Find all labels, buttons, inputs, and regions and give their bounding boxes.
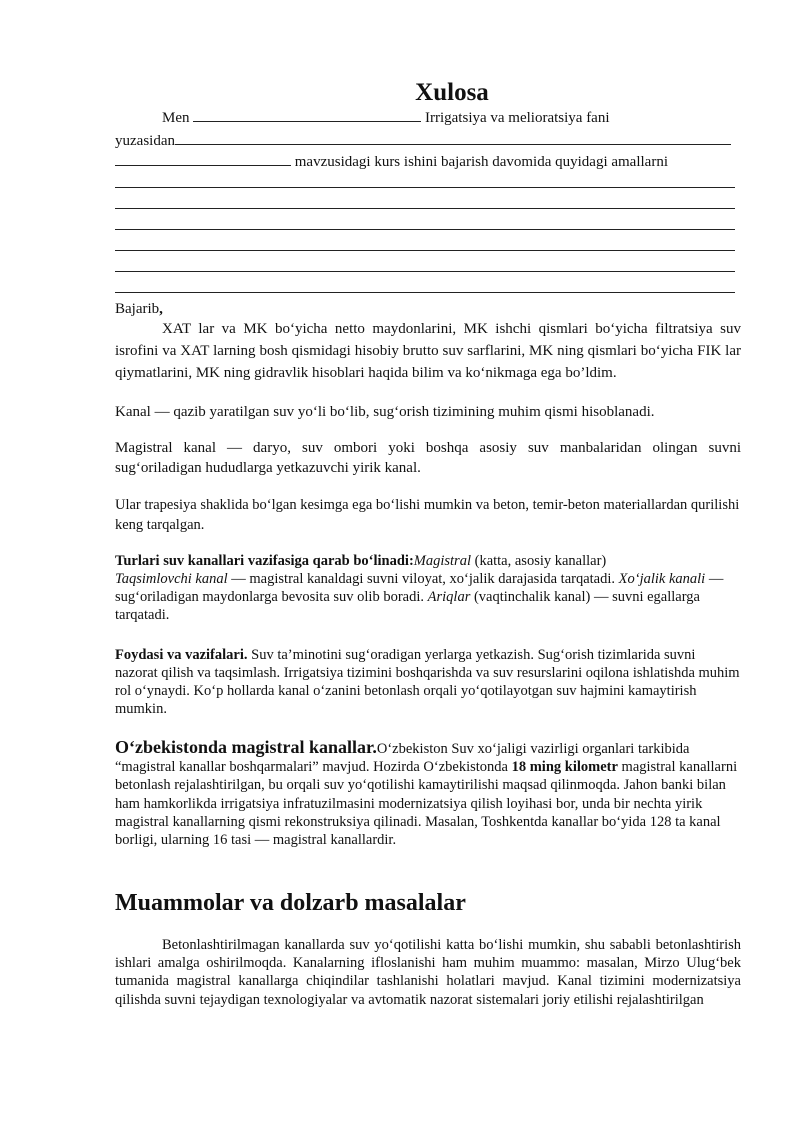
turlari-taqsimlovchi: Taqsimlovchi kanal — [115, 571, 228, 587]
foydasi-heading: Foydasi va vazifalari. — [115, 647, 248, 663]
blank-subject — [175, 131, 731, 145]
bajarib-paragraph: XAT lar va MK bo‘yicha netto maydonlarini, MK ishchi qismlari bo‘yicha filtratsiya suv isrofini va XAT larning bosh qismidagi hisobiy brutto suv sarflarini, MK ning qismlari bo‘yicha FIK lar qiymatlarini, MK ning gidravlik hisoblari haqida bilim va ko‘nikmaga ega bo’ldim. — [115, 321, 741, 381]
turlari-t4: (vaqtinchalik kanal) — suvni egallarga tarqatadi. — [115, 589, 700, 623]
bajarib-word: Bajarib — [115, 301, 160, 317]
ozbekistonda-km: 18 ming kilometr — [511, 759, 618, 776]
ozbekistonda-paragraph — [115, 738, 741, 849]
ozbekistonda-heading: O‘zbekistonda magistral kanallar. — [115, 737, 377, 757]
turlari-heading: Turlari suv kanallari vazifasiga qarab bo‘linadi: — [115, 553, 414, 569]
turlari-magistral: Magistral — [413, 553, 471, 569]
intro-yuzasidan: yuzasidan — [115, 133, 175, 149]
bajarib-label — [115, 300, 163, 318]
bajarib-comma: , — [159, 301, 163, 317]
ozbekistonda-t1: O‘zbekiston Suv xo‘jaligi vazirligi organlari tarkibida “magistral kanallar boshqarmalari” mavjud. Hozirda O‘zbekistonda — [115, 741, 690, 776]
turlari-paragraph — [115, 552, 741, 624]
ular-paragraph: Ular trapesiya shaklida bo‘lgan kesimga ega bo‘lishi mumkin va beton, temir-beton materiallardan qurilishi keng tarqalgan. — [115, 497, 740, 533]
muammolar-paragraph: Betonlashtirilmagan kanallarda suv yo‘qotilishi katta bo‘lishi mumkin, shu sababli betonlashtirish ishlari amalga oshirilmoqda. Kanalarning ifloslanishi ham muhim muammo: masalan, Mirzo Ulug‘bek tumanida magistral kanallarga chiqindilar tashlanishi holatlari mavjud. Kanal tizimini modernizatsiya qilishda suvni tejaydigan texnologiyalar va avtomatik nazorat sistemalari joriy etilishi rejalashtirilgan — [115, 937, 741, 1008]
turlari-ariqlar: Ariqlar — [427, 589, 471, 605]
ozbekistonda-t2: magistral kanallarni betonlash rejalashtirilgan, bu orqali suv yo‘qotilishi kamaytirilishi maqsad qilinmoqda. Jahon banki bilan ham hamkorlikda irrigatsiya infratuzilmasini modernizatsiya qilish loyihasi bor, unda bir nechta yirik magistral kanallarning qismi rekonstruksiya qilinadi. Masalan, Toshkentda kanallar bo‘yida 128 ta kanal borligi, ularning 16 tasi — magistral kanallardir. — [115, 759, 738, 849]
turlari-t1: (katta, asosiy kanallar) — [470, 553, 607, 569]
blank-line-6 — [115, 292, 735, 293]
intro-line-2 — [115, 131, 731, 150]
intro-line-3 — [115, 152, 668, 171]
foydasi-paragraph — [115, 646, 741, 718]
kanal-paragraph: Kanal — qazib yaratilgan suv yo‘li bo‘lib, sug‘orish tizimining muhim qismi hisoblanadi. — [115, 404, 655, 420]
intro-men: Men — [162, 110, 190, 126]
blank-name — [193, 108, 421, 122]
blank-topic — [115, 152, 291, 166]
blank-line-5 — [115, 271, 735, 272]
muammolar-heading: Muammolar va dolzarb masalalar — [115, 890, 466, 916]
blank-line-2 — [115, 208, 735, 209]
blank-line-1 — [115, 187, 735, 188]
blank-line-4 — [115, 250, 735, 251]
blank-line-3 — [115, 229, 735, 230]
intro-line-1 — [162, 108, 610, 127]
intro-fani: Irrigatsiya va melioratsiya fani — [425, 110, 610, 126]
foydasi-text: Suv ta’minotini sug‘oradigan yerlarga yetkazish. Sug‘orish tizimlarida suvni nazorat qilish va taqsimlash. Irrigatsiya tizimini boshqarishda va suv resurslarini oqilona ishlatishda muhim rol o‘ynaydi. Ko‘p hollarda kanal o‘zanini betonlash orqali yo‘qotilayotgan suv hajmini kamaytirish mumkin. — [115, 647, 740, 717]
page-title: Xulosa — [415, 79, 489, 106]
turlari-xojalik: Xo‘jalik kanali — [618, 571, 706, 587]
intro-mavzusidagi: mavzusidagi kurs ishini bajarish davomida quyidagi amallarni — [294, 154, 668, 170]
turlari-t2: — magistral kanaldagi suvni viloyat, xo‘jalik darajasida tarqatadi. — [227, 571, 619, 587]
turlari-t3: — sug‘oriladigan maydonlarga bevosita suv olib boradi. — [115, 571, 724, 605]
magistral-paragraph: Magistral kanal — daryo, suv ombori yoki boshqa asosiy suv manbalaridan olingan suvni sug‘oriladigan hududlarga yetkazuvchi yirik kanal. — [115, 440, 741, 476]
